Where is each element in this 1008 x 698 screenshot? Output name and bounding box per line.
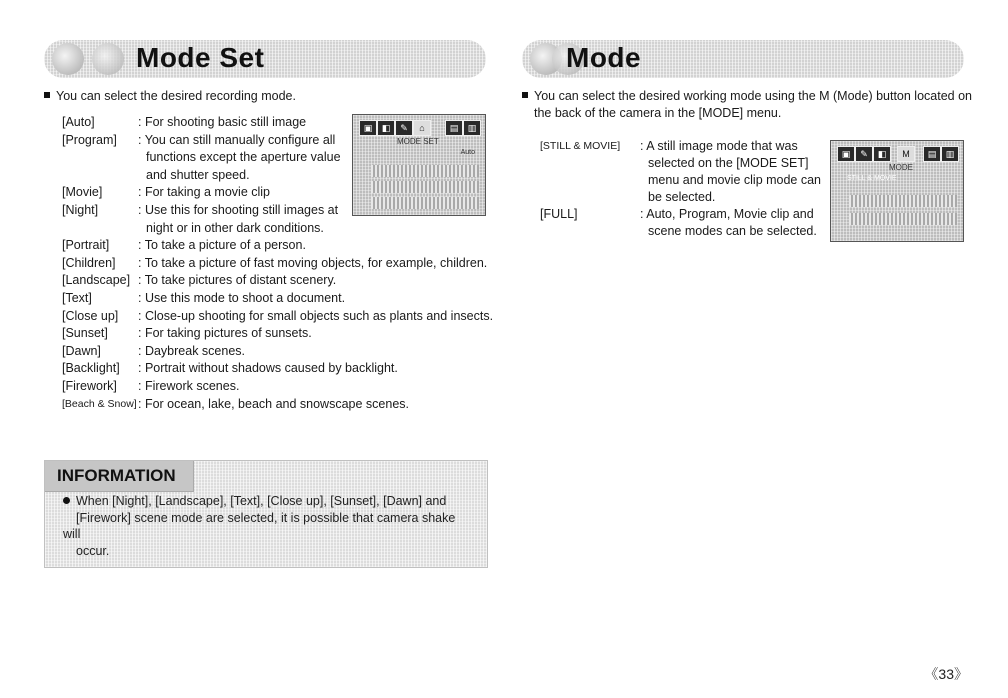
camera-icon: ◧ <box>873 146 891 162</box>
intro-text: You can select the desired working mode using the M (Mode) button located on the back of the camera in the [MODE] menu. <box>522 88 972 122</box>
mode-description: : Close-up shooting for small objects such as plants and insects. <box>138 308 494 323</box>
definition-row <box>62 343 522 361</box>
definition-row <box>62 396 522 414</box>
mode-description: : Firework scenes. <box>138 379 240 393</box>
screen-row <box>849 213 957 225</box>
information-tab <box>45 461 194 492</box>
information-text: When [Night], [Landscape], [Text], [Close up], [Sunset], [Dawn] and [Firework] scene mode are selected, it is possible that camera shake will occur. <box>63 494 456 558</box>
mode-description: : To take a picture of a person. <box>138 238 306 253</box>
mode-term: [Firework] <box>62 379 117 393</box>
mode-term: [Text] <box>62 291 92 305</box>
mode-description: scene modes can be selected. <box>648 224 817 238</box>
screen-row <box>371 197 479 209</box>
information-box <box>44 460 488 568</box>
mode-term: [Movie] <box>62 185 103 200</box>
mode-description: and shutter speed. <box>146 167 250 182</box>
information-label: INFORMATION <box>57 466 176 485</box>
mode-icon: ⌂ <box>413 120 431 136</box>
banner-bubble-icon <box>52 43 84 75</box>
mode-description: : To take pictures of distant scenery. <box>138 273 337 288</box>
dot-bullet-icon <box>63 497 70 504</box>
settings-icon: ▤ <box>923 146 941 162</box>
banner-bubble-icon <box>92 43 124 75</box>
mode-term: [Backlight] <box>62 361 120 376</box>
mode-description: : Use this for shooting still images at <box>138 203 339 217</box>
camera-icon: ▣ <box>359 120 377 136</box>
mode-description: functions except the aperture value <box>146 150 341 165</box>
mode-description: : A still image mode that was <box>640 139 798 153</box>
mode-description: : Auto, Program, Movie clip and <box>640 207 814 221</box>
mode-m-icon: M <box>897 146 915 162</box>
mode-description: : To take a picture of fast moving objects, for example, children. <box>138 255 488 270</box>
pencil-icon: ✎ <box>395 120 413 136</box>
settings-icon: ▥ <box>463 120 481 136</box>
mode-term: [Portrait] <box>62 238 110 253</box>
mode-banner <box>522 40 964 78</box>
square-bullet-icon <box>522 92 528 98</box>
mode-term: [Program] <box>62 132 117 147</box>
mode-term: [Night] <box>62 203 99 217</box>
page-number: 《33》 <box>924 666 968 682</box>
screen-option: STILL & MOVIE <box>847 175 897 182</box>
mode-description: : Daybreak scenes. <box>138 343 245 358</box>
mode-description: : Use this mode to shoot a document. <box>138 291 346 305</box>
mode-description: be selected. <box>648 190 716 204</box>
definition-row <box>62 308 522 326</box>
section-title: Mode Set <box>136 42 265 73</box>
mode-description: : For ocean, lake, beach and snowscape scenes. <box>138 396 409 411</box>
section-title: Mode <box>566 42 642 73</box>
definition-row <box>62 255 522 273</box>
square-bullet-icon <box>44 92 50 98</box>
mode-term: [Auto] <box>62 115 95 129</box>
definition-row <box>62 360 522 378</box>
definition-row <box>62 220 522 238</box>
mode-term: [Children] <box>62 255 116 270</box>
settings-icon: ▥ <box>941 146 959 162</box>
definition-row <box>62 237 522 255</box>
screen-row <box>371 165 479 177</box>
mode-term: [Dawn] <box>62 343 101 358</box>
definition-row <box>62 378 522 396</box>
mode-description: : For taking pictures of sunsets. <box>138 326 312 341</box>
mode-description: : You can still manually configure all <box>138 132 336 147</box>
screen-row <box>371 181 479 193</box>
mode-description: night or in other dark conditions. <box>146 220 324 235</box>
mode-term: [FULL] <box>540 207 578 221</box>
screen-header: MODE SET <box>397 137 439 146</box>
camera-lcd-mode-set <box>352 114 486 216</box>
mode-set-banner <box>44 40 486 78</box>
mode-term: [STILL & MOVIE] <box>540 140 621 152</box>
camera-icon: ▣ <box>837 146 855 162</box>
mode-description: selected on the [MODE SET] <box>648 156 809 170</box>
camera-icon: ◧ <box>377 120 395 136</box>
screen-row <box>849 195 957 207</box>
mode-description: : For taking a movie clip <box>138 185 270 200</box>
mode-description: : Portrait without shadows caused by backlight. <box>138 361 398 376</box>
settings-icon: ▤ <box>445 120 463 136</box>
mode-term: [Close up] <box>62 308 119 323</box>
intro-text: You can select the desired recording mode. <box>44 88 296 105</box>
definition-row <box>62 272 522 290</box>
mode-description: menu and movie clip mode can <box>648 173 822 187</box>
screen-mode-label: Auto <box>460 149 475 156</box>
screen-header: MODE <box>889 163 913 172</box>
pencil-icon: ✎ <box>855 146 873 162</box>
definition-row <box>62 325 522 343</box>
definition-row <box>62 290 522 308</box>
mode-term: [Sunset] <box>62 326 108 341</box>
camera-lcd-mode <box>830 140 964 242</box>
mode-term: [Landscape] <box>62 273 131 288</box>
mode-description: : For shooting basic still image <box>138 115 307 129</box>
mode-term: [Beach & Snow] <box>62 397 137 410</box>
